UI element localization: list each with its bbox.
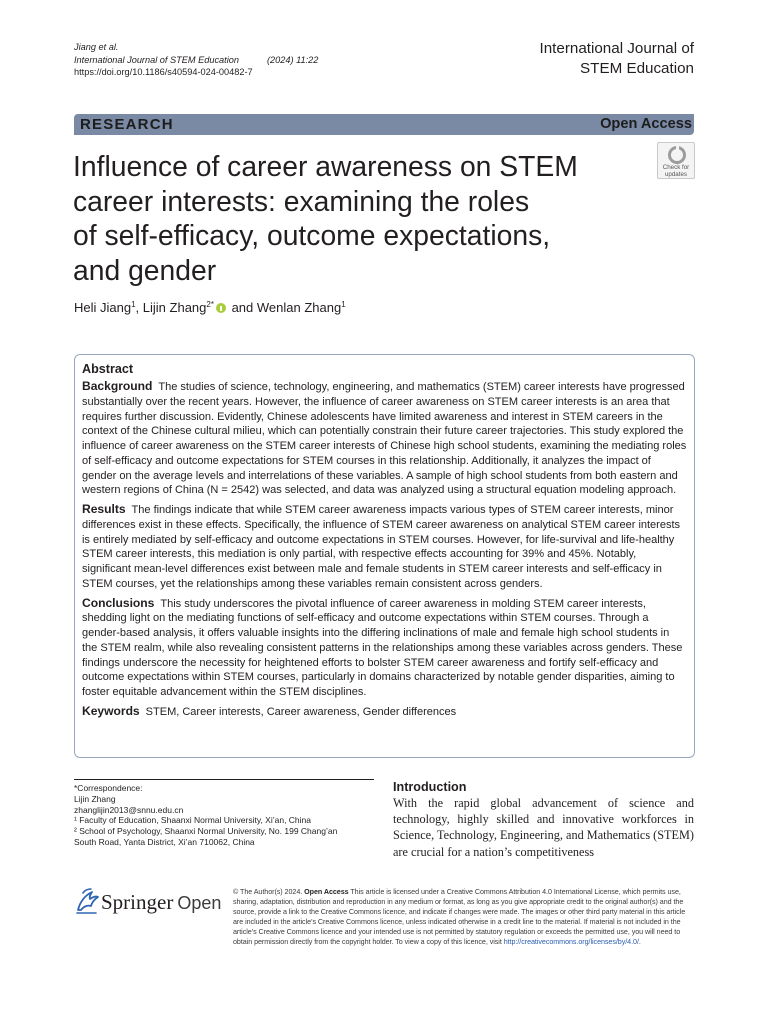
- author-name[interactable]: Heli Jiang: [74, 300, 132, 315]
- title-line: of self-efficacy, outcome expectations,: [73, 219, 551, 252]
- license-body: This article is licensed under a Creative Commons Attribution 4.0 International License, which permits use, sharing, adaptation, distribution and reproduction in any medium or format, as long as you give appropriate credit to the original author(s) and the source, provide a link to the Creative Commons licence, and indicate if changes were made. The images or other third party material in this article are included in the article’s Creative Commons licence, unless indicated otherwise in a credit line to the material. If material is not included in the article’s Creative Commons licence and your intended use is not permitted by statutory regulation or exceeds the permitted use, you will need to obtain permission directly from the copyright holder. To view a copy of this licence, visit: [233, 888, 686, 946]
- background-text: The studies of science, technology, engineering, and mathematics (STEM) career interests have progressed substantially over the recent years. However, the influence of career awareness on STEM career interests is an area that requires further discussion. Evidently, Chinese adolescents have limited awareness and interest in STEM careers in the context of the Chinese cultural milieu, which can potentially constrain their future career trajectories. This study explored the influence of career awareness on the STEM career interests of Chinese high school students, examining the mediating roles of self-efficacy and outcome expectations for STEM courses in this relationship. Additionally, it analyzes the impact of gender on the average levels and interrelations of these variables. A sample of high school students from both eastern and western regions of China (N = 2542) was selected, and data was analyzed using a structural equation modeling approach.: [82, 381, 687, 497]
- copyright-text: © The Author(s) 2024.: [233, 888, 303, 896]
- open-access-label: Open Access: [600, 116, 692, 132]
- introduction-text: With the rapid global advancement of science and technology, highly skilled and innovative workforces in Science, Technology, Engineering, and Mathematics (STEM) are crucial for a nation’s competitiveness: [393, 796, 694, 859]
- header-journal: International Journal of STEM Education: [74, 54, 239, 65]
- author-affiliation: 1: [341, 300, 346, 309]
- abstract-results: [82, 502, 687, 592]
- orcid-icon[interactable]: [216, 303, 226, 313]
- correspondence-name: Lijin Zhang: [74, 793, 116, 804]
- journal-name: [539, 39, 694, 78]
- affiliation-2: ² School of Psychology, Shaanxi Normal University, No. 199 Chang’an: [74, 826, 338, 837]
- section-label: RESEARCH: [80, 116, 174, 133]
- springer-horse-icon: [74, 886, 100, 914]
- affiliation-1: ¹ Faculty of Education, Shaanxi Normal University, Xi’an, China: [74, 815, 311, 826]
- article-title: [73, 149, 633, 288]
- title-line: career interests: examining the roles: [73, 184, 530, 217]
- license-link[interactable]: http://creativecommons.org/licenses/by/4.0/: [503, 937, 639, 946]
- publisher-open: Open: [177, 893, 222, 913]
- header-authors: Jiang et al.: [74, 42, 119, 52]
- check-updates-icon: [668, 146, 686, 164]
- journal-name-line2: STEM Education: [580, 59, 694, 77]
- running-header: [74, 41, 318, 79]
- correspondence-label: *Correspondence:: [74, 783, 143, 793]
- conclusions-label: Conclusions: [82, 595, 155, 610]
- correspondence-email[interactable]: zhanglijin2013@snnu.edu.cn: [74, 804, 184, 815]
- abstract-heading: Abstract: [82, 362, 134, 376]
- check-updates-line2: updates: [664, 170, 688, 178]
- header-doi-link[interactable]: https://doi.org/10.1186/s40594-024-00482-7: [74, 67, 253, 78]
- results-text: The findings indicate that while STEM career awareness impacts various types of STEM career interests, minor differences exist in these effects. Specifically, the influence of STEM career awareness on analytical STEM career interests is entirely mediated by self-efficacy and outcome expectations in STEM courses. However, for life-survival and life-healthy STEM career interests, this mediation is only partial, with respective effects accounting for 39% and 45%. Notably, significant mean-level differences exist between male and female students in STEM career interests and self-efficacy in STEM courses, yet the relationships among these variables remain consistent across genders.: [82, 504, 681, 590]
- keywords-label: Keywords: [82, 703, 140, 718]
- keywords-text: STEM, Career interests, Career awareness, Gender differences: [145, 705, 457, 718]
- author-affiliation: 1: [131, 300, 136, 309]
- license-notice: © The Author(s) 2024. Open Access This article is licensed under a Creative Commons Attribution 4.0 International License, which permits use, sharing, adaptation, distribution and reproduction in any medium or format, as long as you give appropriate credit to the original author(s) and the source, provide a link to the Creative Commons licence, and indicate if changes were made. The images or other third party material in this article are included in the article’s Creative Commons licence, unless indicated otherwise in a credit line to the material. If material is not included in the article’s Creative Commons licence and your intended use is not permitted by statutory regulation or exceeds the permitted use, you will need to obtain permission directly from the copyright holder. To view a copy of this licence, visit http://creativecommons.org/licenses/by/4.0/.: [233, 888, 686, 946]
- abstract-keywords: [82, 704, 687, 720]
- author-name[interactable]: Wenlan Zhang: [256, 300, 342, 315]
- author-list: Heli Jiang$^1$, Lijin Zhang$^{2*}$ and Wenlan Zhang$^1$: [74, 300, 346, 315]
- title-line: and gender: [73, 254, 217, 287]
- journal-name-line1: International Journal of: [539, 40, 694, 57]
- check-for-updates-button[interactable]: [657, 142, 695, 179]
- affiliation-2-cont: South Road, Yanta District, Xi’an 710062, China: [74, 836, 255, 847]
- author-affiliation: 2*: [206, 300, 214, 309]
- abstract-background: [82, 379, 687, 498]
- open-access-bold: Open Access: [304, 888, 349, 896]
- abstract-box: [74, 354, 695, 758]
- introduction-heading: Introduction: [393, 780, 467, 794]
- abstract-conclusions: [82, 596, 687, 700]
- title-line: Influence of career awareness on STEM: [73, 150, 578, 182]
- publisher-name: Springer: [101, 890, 174, 914]
- correspondence-footnotes: [74, 779, 374, 848]
- check-updates-line1: Check for: [662, 164, 690, 171]
- author-name[interactable]: Lijin Zhang: [142, 300, 207, 315]
- background-label: Background: [82, 379, 153, 393]
- header-year-volume: (2024) 11:22: [266, 54, 319, 65]
- results-label: Results: [82, 502, 126, 516]
- conclusions-text: This study underscores the pivotal influence of career awareness in molding STEM career interests, shedding light on the mediating functions of self-efficacy and outcome expectations within STEM courses. Through a gender-based analysis, it offers valuable insights into the differing inclinations of male and female high school students in the STEM realm, while also revealing consistent patterns in the relationships among these variables across genders. These findings underscore the necessity for heightened efforts to bolster STEM career awareness and fortify self-efficacy and outcome expectations within STEM courses, particularly in domains characterized by notable gender disparities, aiming to foster equitable advancement within the STEM disciplines.: [82, 597, 683, 698]
